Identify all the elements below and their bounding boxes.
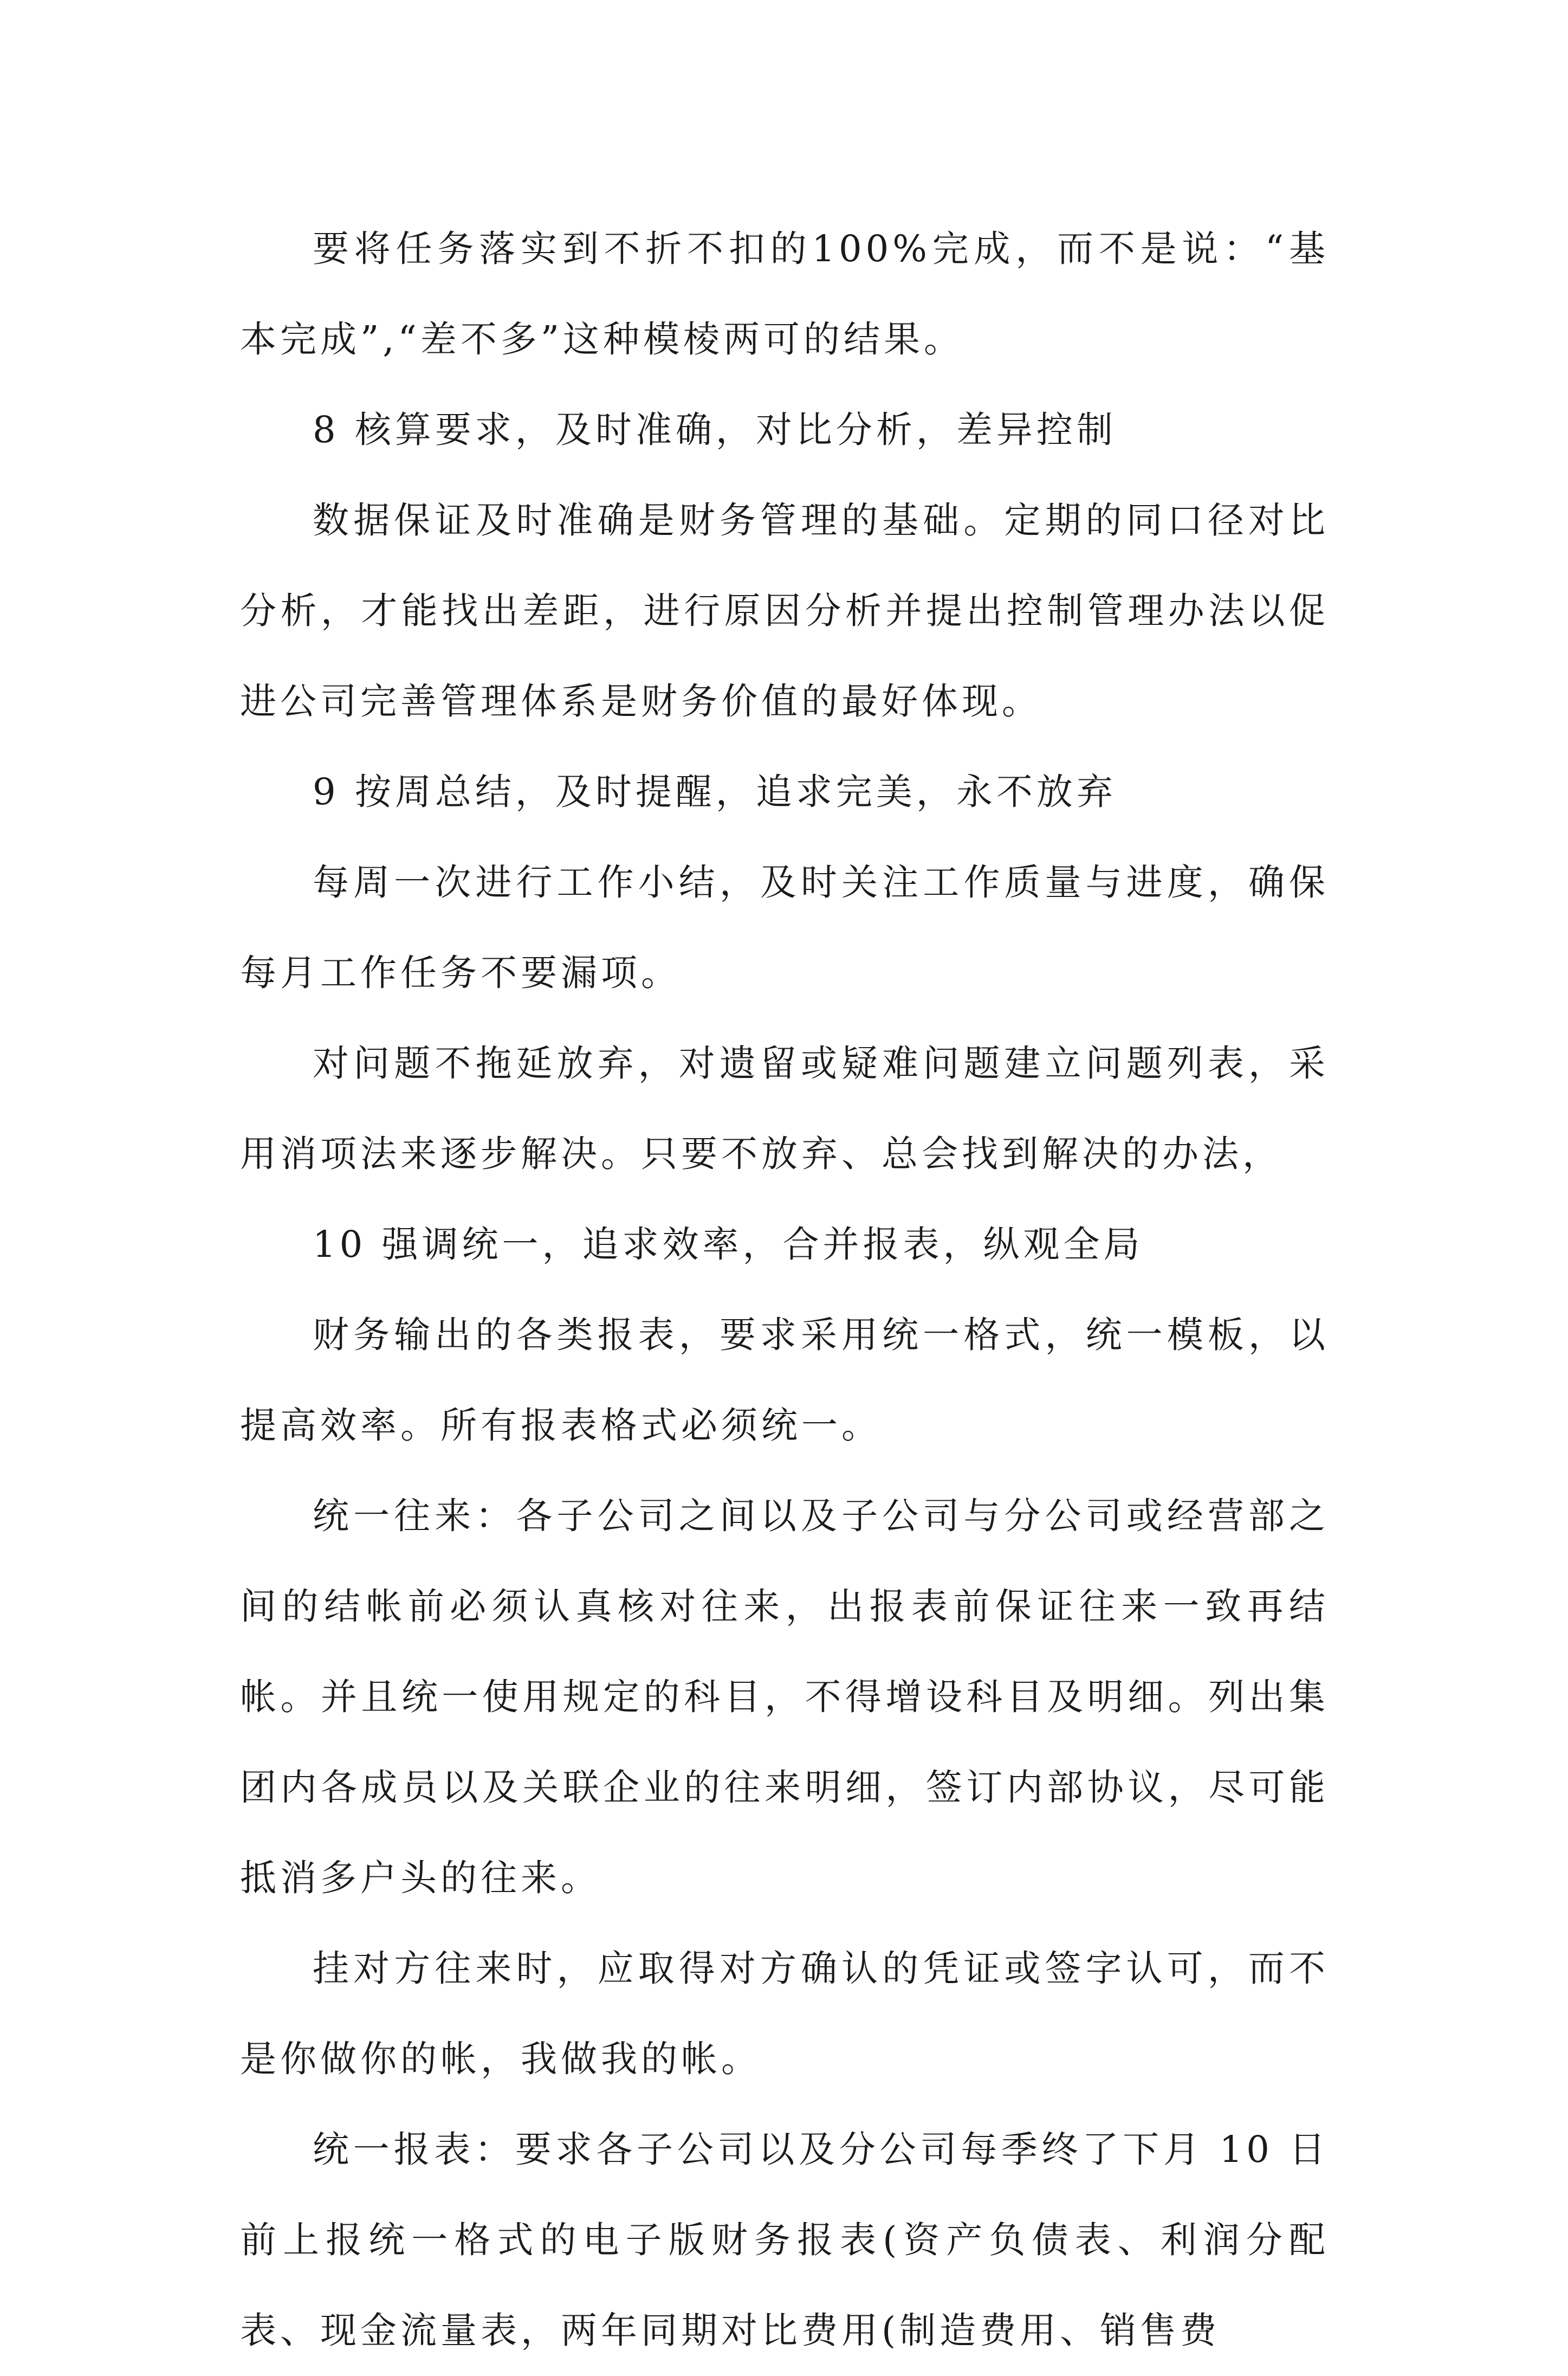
paragraph-unified-accounts: 统一往来：各子公司之间以及子公司与分公司或经营部之间的结帐前必须认真核对往来，出报表前保证往来一致再结帐。并且统一使用规定的科目，不得增设科目及明细。列出集团内各成员以及关联企业的往来明细，签订内部协议，尽可能抵消多户头的往来。: [240, 1495, 1329, 1899]
heading-accounting-requirements: 8 核算要求，及时准确，对比分析，差异控制: [313, 409, 1117, 451]
paragraph-completion-standard: 要将任务落实到不折不扣的100%完成，而不是说：“基本完成”,“差不多”这种模棱两可的结果。: [240, 228, 1329, 360]
document-body: [240, 204, 1329, 2376]
heading-unified-reporting: 10 强调统一，追求效率，合并报表，纵观全局: [313, 1223, 1144, 1266]
paragraph-weekly-review: 每周一次进行工作小结，及时关注工作质量与进度，确保每月工作任务不要漏项。: [240, 861, 1329, 994]
paragraph-problem-list: 对问题不拖延放弃，对遗留或疑难问题建立问题列表，采用消项法来逐步解决。只要不放弃、总会找到解决的办法，: [240, 1042, 1329, 1175]
paragraph-counterparty-confirmation: 挂对方往来时，应取得对方确认的凭证或签字认可，而不是你做你的帐，我做我的帐。: [240, 1947, 1329, 2080]
paragraph-report-format: 财务输出的各类报表，要求采用统一格式，统一模板，以提高效率。所有报表格式必须统一。: [240, 1314, 1329, 1447]
heading-weekly-summary: 9 按周总结，及时提醒，追求完美，永不放弃: [313, 771, 1117, 813]
paragraph-data-accuracy: 数据保证及时准确是财务管理的基础。定期的同口径对比分析，才能找出差距，进行原因分析并提出控制管理办法以促进公司完善管理体系是财务价值的最好体现。: [240, 499, 1329, 722]
paragraph-unified-reports: 统一报表：要求各子公司以及分公司每季终了下月 10 日前上报统一格式的电子版财务报表(资产负债表、利润分配表、现金流量表，两年同期对比费用(制造费用、销售费: [240, 2128, 1329, 2352]
